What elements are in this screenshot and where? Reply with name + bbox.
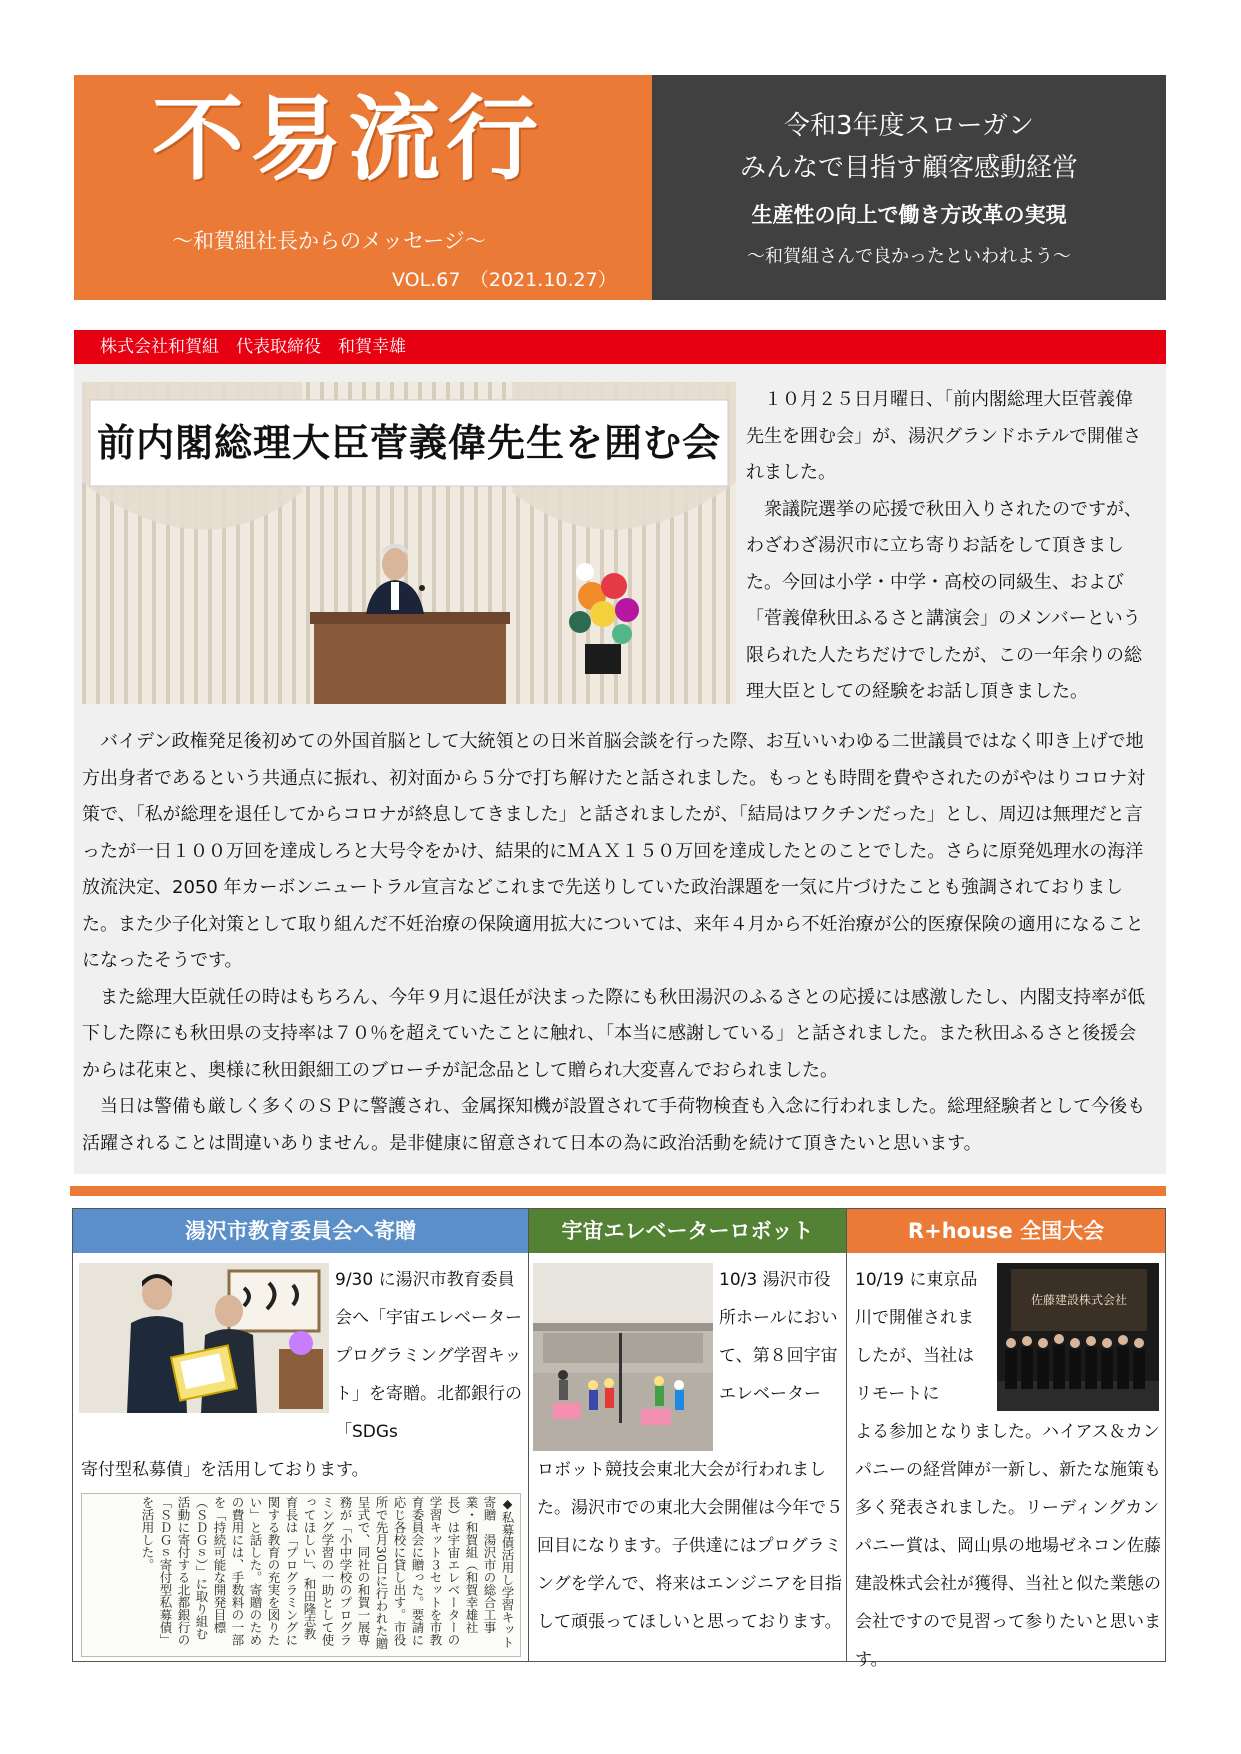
section-divider (70, 1186, 1166, 1196)
article-body-text (82, 724, 1152, 1162)
slogan-panel (652, 75, 1166, 300)
donation-photo (79, 1263, 329, 1413)
column-heading: R+house 全国大会 (847, 1209, 1165, 1253)
news-column-robot (529, 1209, 847, 1661)
byline-bar: 株式会社和賀組 代表取締役 和賀幸雄 (74, 330, 1166, 364)
conference-photo (997, 1263, 1159, 1411)
column-text: 9/30 に湯沢市教育委員会へ「宇宙エレベータープログラミング学習キット」を寄贈。北都銀行の「SDGs (335, 1270, 522, 1442)
news-columns (72, 1208, 1166, 1670)
column-text: 10/19 に東京品川で開催されましたが、当社はリモートに (855, 1270, 978, 1404)
column-text: 寄付型私募債」を活用しております。 (81, 1460, 369, 1480)
issue-volume: VOL.67 （2021.10.27） (392, 269, 617, 291)
robot-event-photo (533, 1263, 713, 1451)
newspaper-clipping (81, 1493, 521, 1657)
article-paragraph: 当日は警備も厳しく多くのＳＰに警護され、金属探知機が設置されて手荷物検査も入念に行われました。総理経験者として今後も活躍されることは間違いありません。是非健康に留意されて日本の為に政治活動を続けて頂きたいと思います。 (82, 1096, 1146, 1154)
column-heading: 宇宙エレベーターロボット (529, 1209, 846, 1253)
slogan-line-3: 生産性の向上で働き方改革の実現 (751, 203, 1067, 227)
clipping-text: ◆私募債活用し学習キット寄贈 湯沢市の総合工事業・和賀組（和賀幸雄社長）は宇宙エレベーターの学習キット３セットを市教育委員会に贈った。要請に応じ各校に貸し出す。市役所で先月30日に行われた贈呈式で、同社の和賀一展専務が「小中学校のプログラミング学習の一助として使ってほしい」、和田隆志教育長は「プログラミングに関する教育の充実を図りたい」と話した。寄贈のための費用には、手数料の一部を「持続可能な開発目標（ＳＤＧｓ）」に取り組む活動に寄付する北都銀行の「ＳＤＧｓ寄付型私募債」を活用した。 (140, 1496, 515, 1650)
robot-event-illustration (533, 1263, 713, 1451)
article-paragraph: 衆議院選挙の応援で秋田入りされたのですが、わざわざ湯沢市に立ち寄りお話をして頂きました。今回は小学・中学・高校の同級生、および「菅義偉秋田ふるさと講演会」のメンバーという限られた人たちだけでしたが、この一年余りの総理大臣としての経験をお話し頂きました。 (746, 498, 1142, 702)
slogan-line-4: ～和賀組さんで良かったといわれよう～ (747, 246, 1071, 267)
screen-text: 佐藤建設株式会社 (1030, 1293, 1127, 1307)
article-paragraph: １０月２５日月曜日、「前内閣総理大臣菅義偉先生を囲む会」が、湯沢グランドホテルで開催されました。 (746, 389, 1142, 483)
event-photo (82, 382, 736, 704)
article-side-text (746, 382, 1150, 711)
masthead (74, 75, 652, 300)
masthead-title: 不易流行 (152, 85, 545, 193)
news-column-rhouse (847, 1209, 1165, 1670)
slogan-line-2: みんなで目指す顧客感動経営 (739, 153, 1078, 183)
article-paragraph: バイデン政権発足後初めての外国首脳として大統領との日米首脳会談を行った際、お互いいわゆる二世議員ではなく叩き上げで地方出身者であるという共通点に振れ、初対面から５分で打ち解けたと話されました。もっとも時間を費やされたのがやはりコロナ対策で、「私が総理を退任してからコロナが終息してきました」と話されましたが、「結局はワクチンだった」とし、周辺は無理だと言ったが一日１００万回を達成しろと大号令をかけ、結果的にＭＡＸ１５０万回を達成したとのことでした。さらに原発処理水の海洋放流決定、2050 年カーボンニュートラル宣言などこれまで先送りしていた政治課題を一気に片づけたことも強調されておりました。また少子化対策として取り組んだ不妊治療の保険適用拡大については、来年４月から不妊治療が公的医療保険の適用になることになったそうです。 (82, 731, 1146, 971)
column-heading: 湯沢市教育委員会へ寄贈 (73, 1209, 528, 1253)
news-column-education (73, 1209, 529, 1661)
donation-photo-illustration (79, 1263, 329, 1413)
photo-banner-text: 前内閣総理大臣菅義偉先生を囲む会 (96, 421, 721, 465)
conference-illustration (997, 1263, 1159, 1411)
slogan-line-1: 令和3年度スローガン (783, 111, 1035, 141)
article-paragraph: また総理大臣就任の時はもちろん、今年９月に退任が決まった際にも秋田湯沢のふるさとの応援には感激したし、内閣支持率が低下した際にも秋田県の支持率は７０％を超えていたことに触れ、「本当に感謝している」と話されました。また秋田ふるさと後援会からは花束と、奥様に秋田銀細工のブローチが記念品として贈られ大変喜んでおられました。 (82, 986, 1146, 1081)
masthead-subtitle: ～和賀組社長からのメッセージ～ (172, 229, 486, 253)
column-text: よる参加となりました。ハイアス＆カンパニーの経営陣が一新し、新たな施策も多く発表されました。リーディングカンパニー賞は、岡山県の地場ゼネコン佐藤建設株式会社が獲得、当社と似た業態の会社ですので見習って参りたいと思います。 (855, 1422, 1161, 1670)
column-text: ロボット競技会東北大会が行われました。湯沢市での東北大会開催は今年で５回目になります。子供達にはプログラミングを学んで、将来はエンジニアを目指して頑張ってほしいと思っております。 (537, 1460, 843, 1632)
column-text: 10/3 湯沢市役所ホールにおいて、第８回宇宙エレベーター (719, 1270, 838, 1404)
